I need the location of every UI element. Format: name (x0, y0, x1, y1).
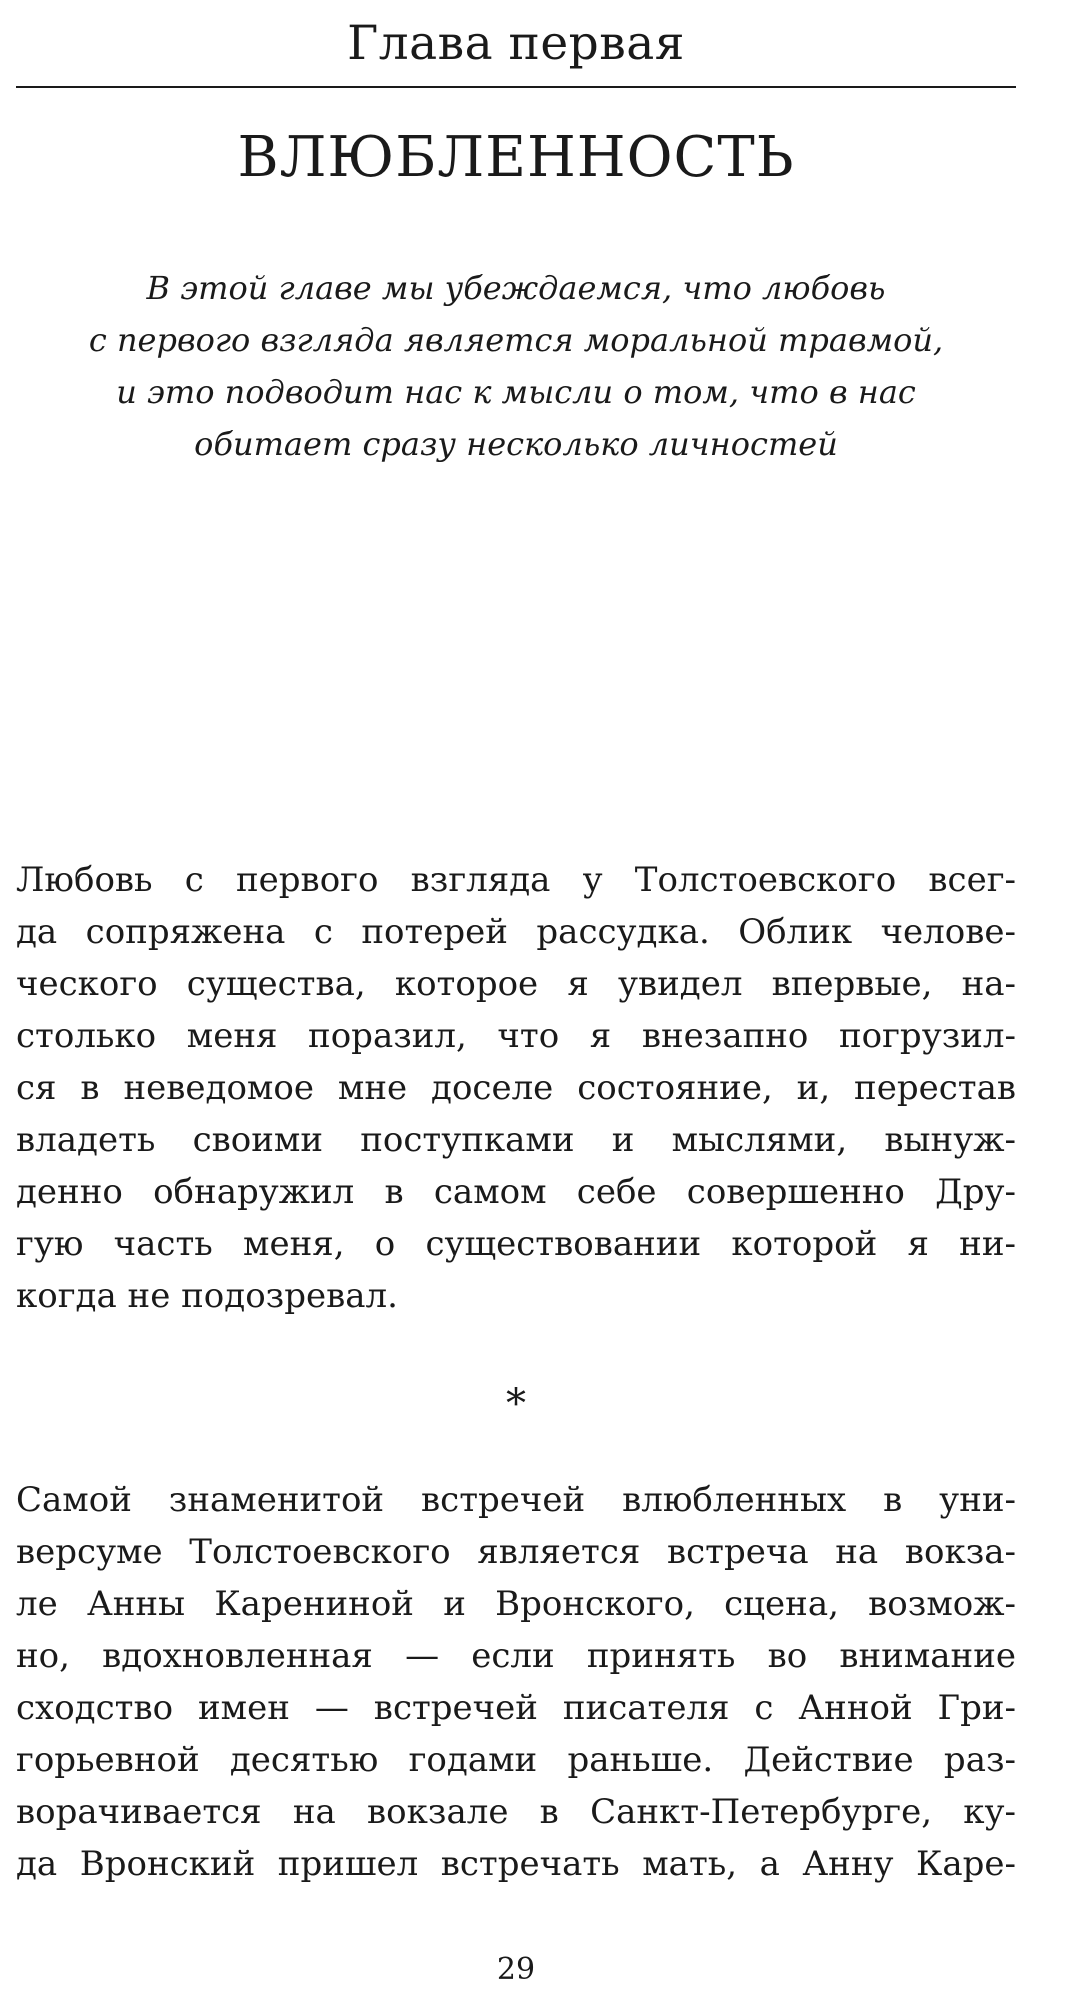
text-line: ческого существа, которое я увидел впервые, на- (16, 964, 1016, 1004)
epigraph-line: и это подводит нас к мысли о том, что в нас (116, 373, 916, 411)
text-line: ся в неведомое мне доселе состояние, и, перестав (16, 1068, 1016, 1108)
epigraph-line: В этой главе мы убеждаемся, что любовь (146, 269, 886, 307)
text-line: да сопряжена с потерей рассудка. Облик челове- (16, 912, 1016, 952)
text-line: Самой знаменитой встречей влюбленных в уни- (16, 1480, 1016, 1520)
page-number: 29 (496, 1952, 536, 1987)
epigraph (16, 262, 1016, 470)
text-line: владеть своими поступками и мыслями, вынуж- (16, 1120, 1016, 1160)
chapter-title: ВЛЮБЛЕННОСТЬ (237, 125, 795, 190)
book-page (16, 0, 1016, 2000)
text-line: гую часть меня, о существовании которой я ни- (16, 1224, 1016, 1264)
epigraph-line: с первого взгляда является моральной травмой, (88, 321, 944, 359)
running-head: Глава первая (347, 16, 685, 71)
text-line: да Вронский пришел встречать мать, а Анну Каре- (16, 1844, 1016, 1884)
section-separator: * (506, 1381, 526, 1427)
text-line: горьевной десятью годами раньше. Действие раз- (16, 1740, 1016, 1780)
text-line: Любовь с первого взгляда у Толстоевского всег- (16, 860, 1016, 900)
header-rule (16, 86, 1016, 88)
text-line: но, вдохновленная — если принять во внимание (16, 1636, 1016, 1676)
text-line: ле Анны Карениной и Вронского, сцена, возмож- (16, 1584, 1016, 1624)
epigraph-line: обитает сразу несколько личностей (194, 425, 838, 463)
text-line: сходство имен — встречей писателя с Анной Гри- (16, 1688, 1016, 1728)
body-paragraph-1 (16, 854, 1016, 1322)
text-line: когда не подозревал. (16, 1276, 398, 1316)
text-line: столько меня поразил, что я внезапно погрузил- (16, 1016, 1016, 1056)
text-line: версуме Толстоевского является встреча на вокза- (16, 1532, 1016, 1572)
text-line: ворачивается на вокзале в Санкт-Петербурге, ку- (16, 1792, 1016, 1832)
text-line: денно обнаружил в самом себе совершенно Дру- (16, 1172, 1016, 1212)
body-paragraph-2 (16, 1474, 1016, 1890)
